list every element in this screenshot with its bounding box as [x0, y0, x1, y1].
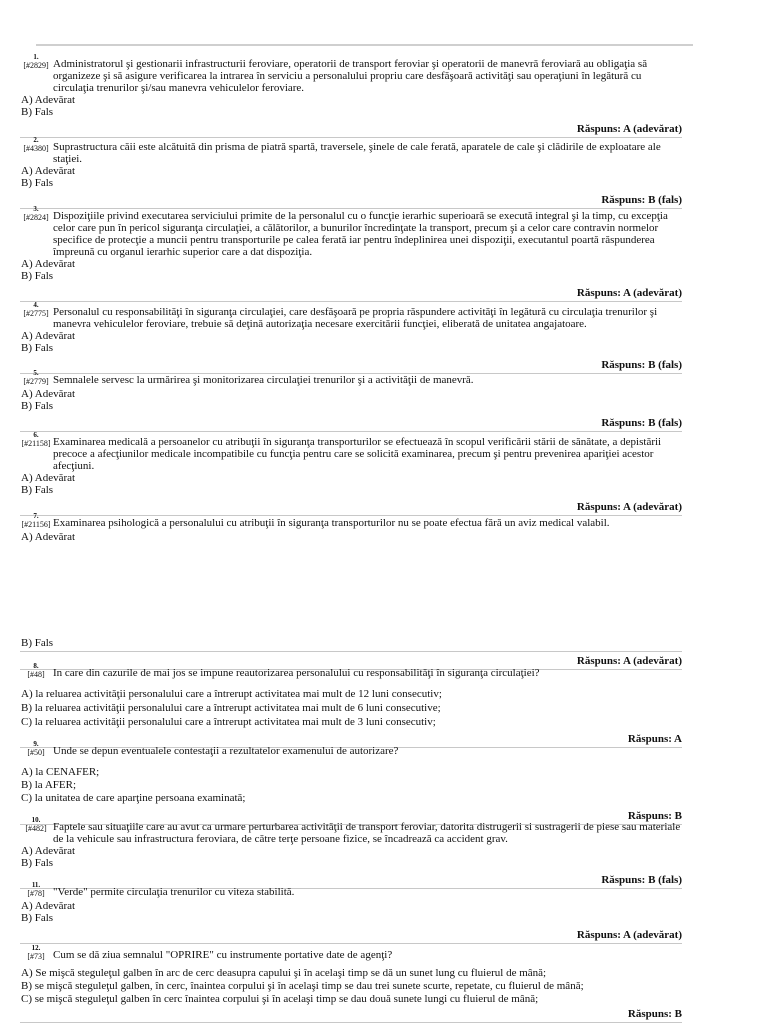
question-text: Examinarea medicală a persoanelor cu atribuţii în siguranţa transporturilor se efectuează în scopul verificării stării de sănătate, a depistării precoce a afecţiunilor medicale incompatibile cu funcţia pentru care se solicită examinarea, precum şi pentru prevenirea apariţiei acestor afecţiuni. — [53, 436, 662, 472]
question-number: 3. [#2824] — [23, 205, 49, 222]
question-text: In care din cazurile de mai jos se impune reautorizarea personalului cu responsabilităţi în siguranţa circulaţiei? — [53, 667, 540, 679]
answer-key: Răspuns: A (adevărat) — [576, 929, 682, 941]
question-number: 4. [#2775] — [23, 301, 49, 318]
answer-option: A) Adevărat — [21, 94, 76, 106]
answer-option: A) Adevărat — [21, 165, 76, 177]
question-block — [20, 431, 682, 516]
answer-option: B) Fals — [21, 400, 54, 412]
question-block — [20, 944, 682, 1023]
question-block — [20, 662, 682, 748]
answer-option: A) Adevărat — [21, 531, 76, 543]
answer-option: B) Fals — [21, 484, 54, 496]
question-number: 5. [#2779] — [23, 369, 49, 386]
answer-option: C) la unitatea de care aparţine persoana examinată; — [21, 792, 246, 804]
question-number: 8. [#48] — [27, 662, 45, 679]
question-divider — [20, 943, 682, 944]
answer-key: Răspuns: B (fals) — [601, 874, 682, 886]
answer-key: Răspuns: A (adevărat) — [576, 123, 682, 135]
question-divider — [20, 208, 682, 209]
question-block — [20, 881, 682, 944]
question-block — [20, 816, 682, 889]
answer-key: Răspuns: B — [627, 1008, 682, 1020]
question-text: Administratorul şi gestionarii infrastructurii feroviare, operatorii de transport feroviar şi operatorii de manevră feroviară au obligaţia să organizeze şi să asigure verificarea la intrarea în serviciu a personalului propriu care desfăşoară activităţi sau operaţiuni în legătură cu circulaţia trenurilor şi/sau manevra vehiculelor feroviare. — [53, 58, 648, 94]
question-block — [20, 53, 682, 138]
answer-option: C) la reluarea activităţii personalului care a întrerupt activitatea mai mult de 3 luni consecutiv; — [21, 716, 436, 728]
answer-option: A) Adevărat — [21, 258, 76, 270]
answer-option: B) la AFER; — [21, 779, 77, 791]
answer-option: A) Adevărat — [21, 330, 76, 342]
answer-option: B) Fals — [21, 637, 54, 649]
question-block — [20, 301, 682, 374]
answer-option: B) Fals — [21, 342, 54, 354]
answer-key: Răspuns: A — [627, 733, 682, 745]
answer-option: A) Se mişcă steguleţul galben în arc de cerc deasupra capului şi în acelaşi timp se dă un sunet lung cu fluierul de mână; — [21, 967, 547, 979]
answer-option: A) Adevărat — [21, 900, 76, 912]
answer-key: Răspuns: A (adevărat) — [576, 287, 682, 299]
question-number: 7. [#21156] — [21, 512, 51, 529]
question-text: Dispoziţiile privind executarea serviciului primite de la personalul cu o funcţie ierarhic superioară se execută integral şi la timp, cu excepţia celor care pun în pericol siguranţa circulaţiei, a călătorilor, a bunurilor încredinţate la transport, precum şi a celor care contravin normelor specifice de protecţie a muncii pentru transporturile pe calea ferată iar pentru îndeplinirea unei dispoziţii, executantul poartă răspunderea împreună cu organul ierarhic superior care a dat dispoziţia. — [53, 210, 668, 258]
question-number: 6. [#21158] — [21, 431, 51, 448]
answer-option: A) la reluarea activităţii personalului care a întrerupt activitatea mai mult de 12 luni consecutiv; — [21, 688, 442, 700]
question-text: "Verde" permite circulaţia trenurilor cu viteza stabilită. — [53, 886, 295, 898]
question-number: 10. [#482] — [25, 816, 47, 833]
question-text: Personalul cu responsabilităţi în siguranţa circulaţiei, care desfăşoară pe propria răspundere activităţi în legătură cu circulaţia trenurilor şi manevra vehiculelor feroviare, trebuie să deţină autorizaţia necesare exercitării funcţiei, eliberată de unitatea angajatoare. — [53, 306, 658, 330]
question-block — [20, 205, 682, 302]
answer-key: Răspuns: B (fals) — [601, 359, 682, 371]
question-divider — [20, 137, 682, 138]
answer-option: B) se mişcă steguleţul galben, în cerc, înaintea corpului şi în acelaşi timp se dau trei sunete scurte, repetate, cu fluierul de mână; — [21, 980, 584, 992]
top-divider — [36, 44, 693, 46]
question-block — [20, 369, 682, 432]
question-divider — [20, 515, 682, 516]
answer-option: B) Fals — [21, 912, 54, 924]
answer-key: Răspuns: A (adevărat) — [576, 501, 682, 513]
answer-option: B) la reluarea activităţii personalului care a întrerupt activitatea mai mult de 6 luni consecutive; — [21, 702, 441, 714]
question-number: 1. [#2829] — [23, 53, 49, 70]
answer-key: Răspuns: B — [627, 810, 682, 822]
answer-option: A) Adevărat — [21, 472, 76, 484]
page-break-gap — [20, 543, 682, 639]
answer-key: Răspuns: A (adevărat) — [576, 655, 682, 667]
answer-key: Răspuns: B (fals) — [601, 417, 682, 429]
question-block — [20, 740, 682, 825]
question-number: 11. [#78] — [27, 881, 45, 898]
question-text: Examinarea psihologică a personalului cu atribuţii în siguranţa transporturilor nu se poate efectua fără un aviz medical valabil. — [53, 517, 610, 529]
question-text: Semnalele servesc la urmărirea şi monitorizarea circulaţiei trenurilor şi a activităţii de manevră. — [53, 374, 474, 386]
answer-option: C) se mişcă steguleţul galben în cerc înaintea corpului şi în acelaşi timp se dau două sunete lungi cu fluierul de mână; — [21, 993, 539, 1005]
answer-option: A) la CENAFER; — [21, 766, 100, 778]
answer-option: B) Fals — [21, 270, 54, 282]
question-number: 9. [#50] — [27, 740, 45, 757]
question-block — [20, 136, 682, 209]
answer-option: B) Fals — [21, 857, 54, 869]
answer-option: A) Adevărat — [21, 388, 76, 400]
answer-option: B) Fals — [21, 106, 54, 118]
question-text: Suprastructura căii este alcătuită din prisma de piatră spartă, traversele, şinele de cale ferată, aparatele de cale şi clădirile de exploatare ale staţiei. — [53, 141, 661, 165]
question-text: Cum se dă ziua semnalul "OPRIRE" cu instrumente portative date de agenţi? — [53, 949, 393, 961]
answer-option: A) Adevărat — [21, 845, 76, 857]
question-number: 2. [#4380] — [23, 136, 49, 153]
question-text: Unde se depun eventualele contestaţii a rezultatelor examenului de autorizare? — [53, 745, 399, 757]
question-divider — [20, 301, 682, 302]
answer-option: B) Fals — [21, 177, 54, 189]
question-divider — [20, 431, 682, 432]
question-block — [20, 512, 682, 670]
question-divider — [20, 651, 682, 652]
answer-key: Răspuns: B (fals) — [601, 194, 682, 206]
question-text: Faptele sau situaţiile care au avut ca urmare perturbarea activităţii de transport feroviar, datorita distrugerii si sustragerii de piese sau materiale de la vehicule sau infrastructura feroviara, de către terţe persoane fizice, se încadrează ca accident grav. — [53, 821, 681, 845]
question-divider — [20, 1022, 682, 1023]
question-number: 12. [#73] — [27, 944, 45, 961]
